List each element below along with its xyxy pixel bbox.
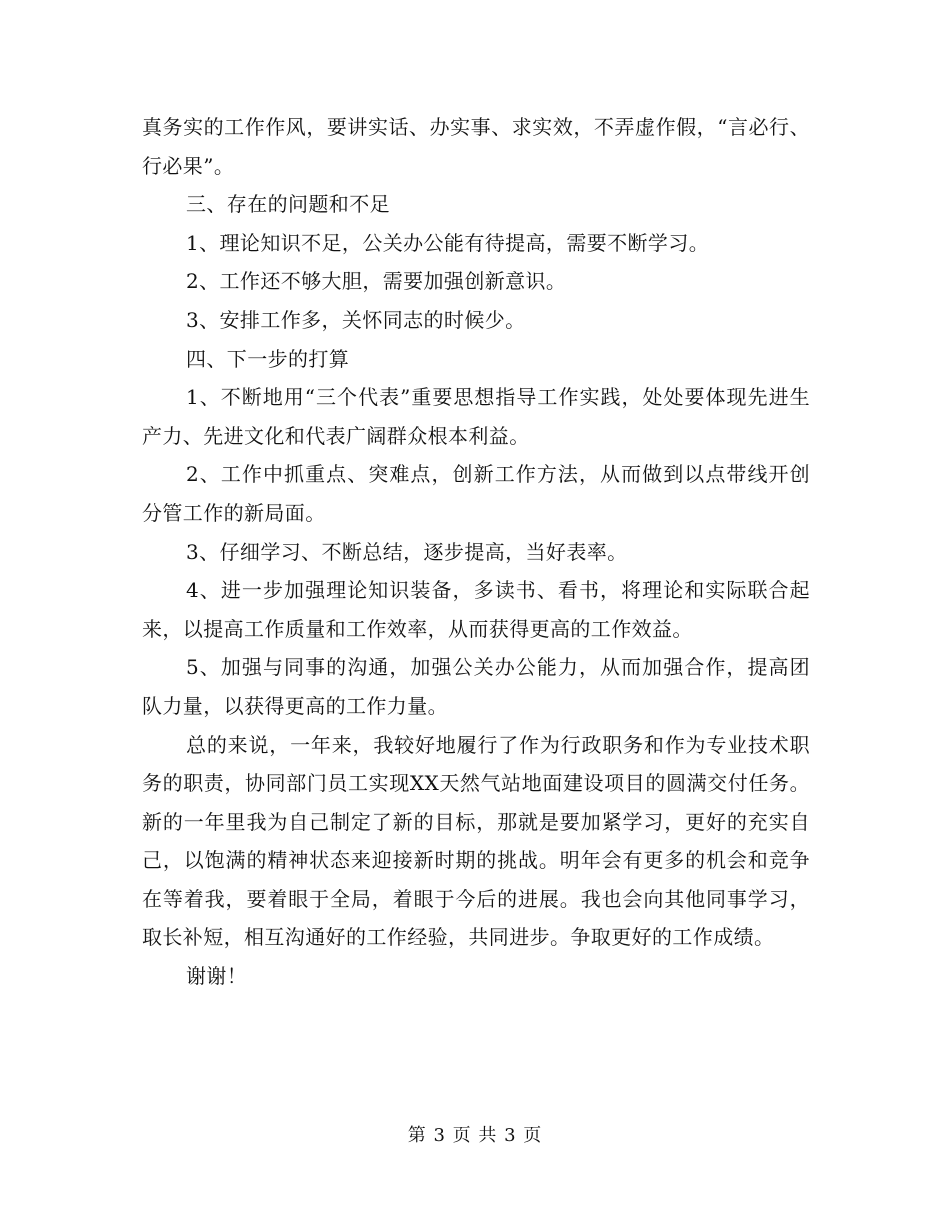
section-heading-problems: 三、存在的问题和不足 — [186, 192, 390, 217]
section-heading-plan: 四、下一步的打算 — [186, 346, 350, 371]
footer-current-page: 3 — [433, 1125, 446, 1146]
plan-item-2: 2、工作中抓重点、突难点，创新工作方法，从而做到以点带线开创分管工作的新局面。 — [142, 462, 810, 525]
footer-middle: 页 共 — [452, 1125, 498, 1146]
problem-item-1: 1、理论知识不足，公关办公能有待提高，需要不断学习。 — [186, 230, 710, 255]
document-body — [142, 108, 810, 996]
summary-paragraph: 总的来说，一年来，我较好地履行了作为行政职务和作为专业技术职务的职责，协同部门员工实现XX天然气站地面建设项目的圆满交付任务。新的一年里我为自己制定了新的目标，那就是要加紧学习，更好的充实自己，以饱满的精神状态来迎接新时期的挑战。明年会有更多的机会和竞争在等着我，要着眼于全局，着眼于今后的进展。我也会向其他同事学习，取长补短，相互沟通好的工作经验，共同进步。争取更好的工作成绩。 — [142, 732, 810, 950]
plan-item-5: 5、加强与同事的沟通，加强公关办公能力，从而加强合作，提高团队力量，以获得更高的工作力量。 — [142, 655, 810, 718]
plan-item-4: 4、进一步加强理论知识装备，多读书、看书，将理论和实际联合起来，以提高工作质量和工作效率，从而获得更高的工作效益。 — [142, 578, 810, 641]
paragraph-continuation: 真务实的工作作风，要讲实话、办实事、求实效，不弄虚作假，“言必行、行必果”。 — [142, 115, 810, 178]
footer-suffix: 页 — [523, 1125, 543, 1146]
plan-item-3: 3、仔细学习、不断总结，逐步提高，当好表率。 — [186, 539, 628, 564]
plan-item-1: 1、不断地用“三个代表”重要思想指导工作实践，处处要体现先进生产力、先进文化和代表广阔群众根本利益。 — [142, 385, 810, 448]
problem-item-3: 3、安排工作多，关怀同志的时候少。 — [186, 307, 526, 332]
problem-item-2: 2、工作还不够大胆，需要加强创新意识。 — [186, 269, 567, 294]
closing-thanks: 谢谢！ — [186, 964, 248, 989]
footer-total-pages: 3 — [504, 1125, 517, 1146]
footer-prefix: 第 — [407, 1125, 427, 1146]
page-footer — [0, 1124, 950, 1148]
